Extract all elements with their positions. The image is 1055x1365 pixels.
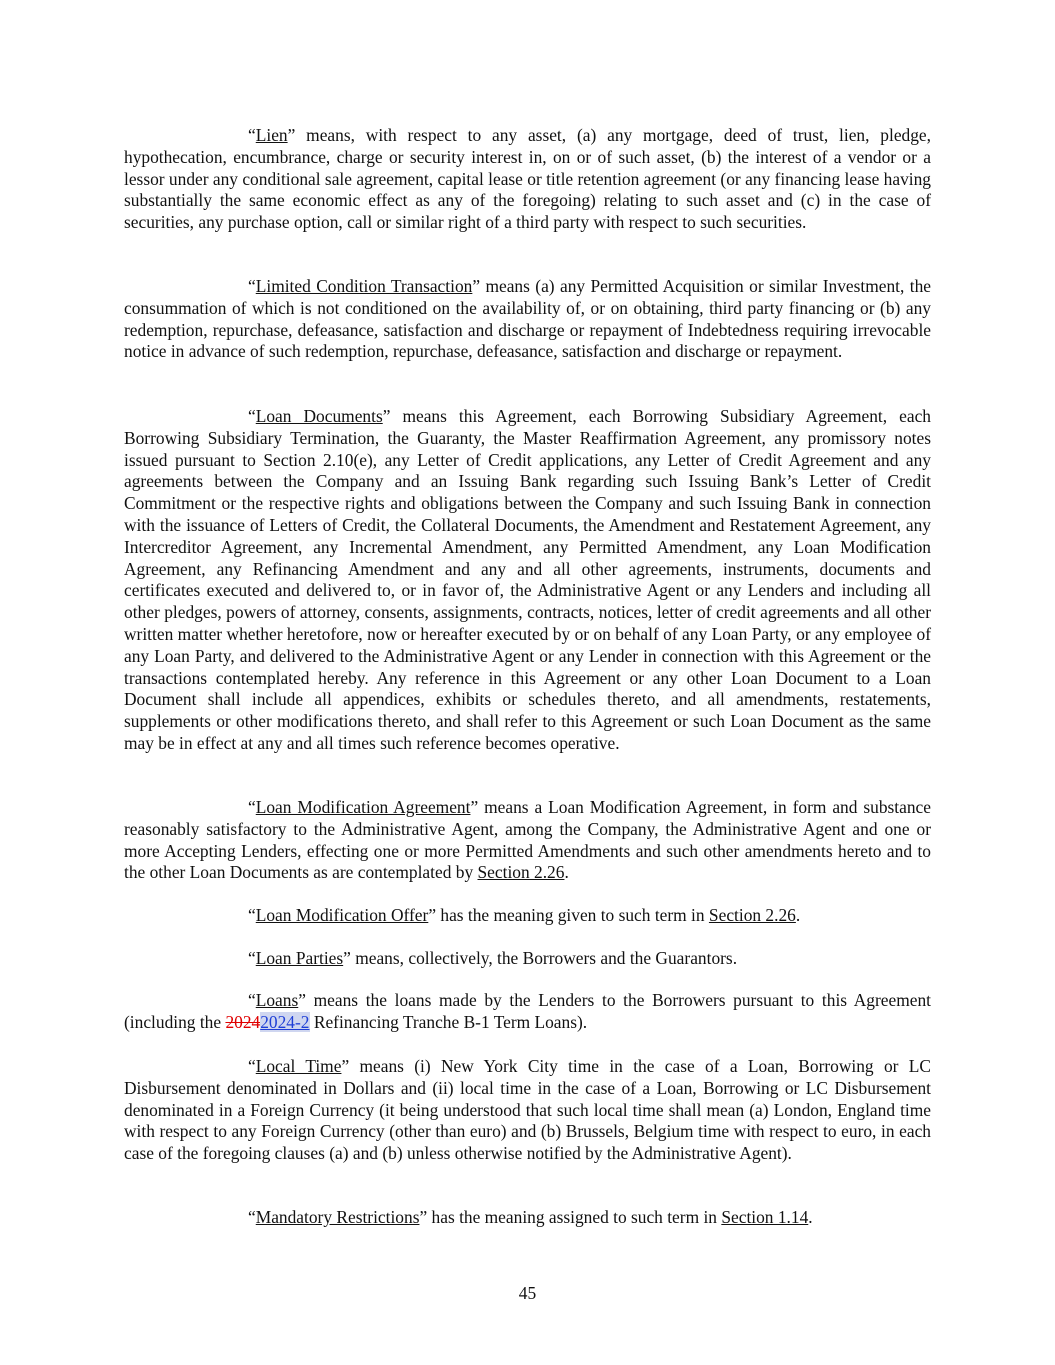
defined-term: Lien [255, 125, 288, 145]
definition-loan-documents: “Loan Documents” means this Agreement, each Borrowing Subsidiary Agreement, each Borrowing Subsidiary Termination, the Guaranty, the Master Reaffirmation Agreement, any promissory notes issued pursuant to Section 2.10(e), any Letter of Credit applications, any Letter of Credit Agreement and any agreements between the Company and an Issuing Bank regarding such Issuing Bank’s Letter of Credit Commitment or the respective rights and obligations between the Company and such Issuing Bank in connection with the issuance of Letters of Credit, the Collateral Documents, the Amendment and Restatement Agreement, any Intercreditor Agreement, any Incremental Amendment, any Permitted Amendment, any Loan Modification Agreement, any Refinancing Amendment and any and all other agreements, instruments, documents and certificates executed and delivered to, or in favor of, the Administrative Agent or any Lenders and including all other pledges, powers of attorney, consents, assignments, contracts, notices, letter of credit agreements and all other written matter whether heretofore, now or hereafter executed by or on behalf of any Loan Party, or any employee of any Loan Party, and delivered to the Administrative Agent or any Lender in connection with this Agreement or the transactions contemplated hereby. Any reference in this Agreement or any other Loan Document to a Loan Document shall include all appendices, exhibits or schedules thereto, and all amendments, restatements, supplements or other modifications thereto, and shall refer to this Agreement or such Loan Document as the same may be in effect at any and all times such reference becomes operative. [124, 406, 931, 753]
definition-limited-condition-transaction: “Limited Condition Transaction” means (a) any Permitted Acquisition or similar Investment, the consummation of which is not conditioned on the availability of, or on obtaining, third party financing or (b) any redemption, repurchase, defeasance, satisfaction and discharge or repayment of Indebtedness requiring irrevocable notice in advance of such redemption, repurchase, defeasance, satisfaction and discharge or repayment. [124, 276, 931, 362]
defined-term: Loan Parties [255, 948, 344, 968]
deleted-text: 2024 [225, 1011, 261, 1032]
page-number: 45 [518, 1283, 537, 1303]
defined-term: Loan Modification Agreement [255, 797, 471, 817]
section-reference: Section 2.26 [477, 862, 565, 883]
section-reference: Section 2.26 [708, 905, 796, 925]
definition-text: ” means (i) New York City time in the case of a Loan, Borrowing or LC Disbursement denominated in Dollars and (ii) local time in the case of a Loan, Borrowing or LC Disbursement denominated in a Foreign Currency (it being understood that such local time shall mean (a) London, England time with respect to any Foreign Currency (other than euro) and (b) Brussels, Belgium time with respect to euro, in each case of the foregoing clauses (a) and (b) unless otherwise notified by the Administrative Agent). [124, 1056, 931, 1164]
defined-term: Local Time [255, 1056, 342, 1076]
definition-text: ” means, with respect to any asset, (a) any mortgage, deed of trust, lien, pledge, hypothecation, encumbrance, charge or security interest in, on or of such asset, (b) the interest of a vendor or a lessor under any conditional sale agreement, capital lease or title retention agreement (or any financing lease having substantially the same economic effect as any of the foregoing) relating to such asset and (c) in the case of securities, any purchase option, call or similar right of a third party with respect to such securities. [124, 125, 931, 233]
section-reference: Section 1.14 [721, 1207, 809, 1227]
definition-local-time: “Local Time” means (i) New York City time in the case of a Loan, Borrowing or LC Disbursement denominated in Dollars and (ii) local time in the case of a Loan, Borrowing or LC Disbursement denominated in a Foreign Currency (it being understood that such local time shall mean (a) London, England time with respect to any Foreign Currency (other than euro) and (b) Brussels, Belgium time with respect to euro, in each case of the foregoing clauses (a) and (b) unless otherwise notified by the Administrative Agent). [124, 1056, 931, 1164]
defined-term: Limited Condition Transaction [255, 276, 473, 296]
definition-text: ” means a Loan Modification Agreement, in form and substance reasonably satisfactory to the Administrative Agent, among the Company, the Administrative Agent and one or more Accepting Lenders, effecting one or more Permitted Amendments and such other amendments hereto and to the other Loan Documents as are contemplated by [124, 797, 931, 883]
definition-loan-modification-agreement: “Loan Modification Agreement” means a Loan Modification Agreement, in form and substance reasonably satisfactory to the Administrative Agent, among the Company, the Administrative Agent and one or more Accepting Lenders, effecting one or more Permitted Amendments and such other amendments hereto and to the other Loan Documents as are contemplated by Section 2.26. [124, 797, 931, 883]
definition-end: . [795, 905, 801, 925]
definition-loan-modification-offer: “Loan Modification Offer” has the meaning given to such term in Section 2.26. [248, 905, 801, 925]
defined-term: Loan Modification Offer [255, 905, 429, 925]
defined-term: Loans [255, 990, 299, 1010]
definition-end: . [808, 1207, 813, 1227]
definition-text: ” means (a) any Permitted Acquisition or similar Investment, the consummation of which is not conditioned on the availability of, or on obtaining, third party financing or (b) any redemption, repurchase, defeasance, satisfaction and discharge or repayment of Indebtedness requiring irrevocable notice in advance of such redemption, repurchase, defeasance, satisfaction and discharge or repayment. [124, 276, 931, 362]
inserted-text: 2024-2 [260, 1011, 310, 1032]
definition-loans: “Loans” means the loans made by the Lenders to the Borrowers pursuant to this Agreement (including the 20242024-2 Refinancing Tranche B-1 Term Loans). [124, 990, 931, 1032]
definition-text: ” means the loans made by the Lenders to the Borrowers pursuant to this Agreement (including the [124, 990, 931, 1032]
definition-loan-parties: “Loan Parties” means, collectively, the Borrowers and the Guarantors. [248, 948, 738, 968]
definition-mandatory-restrictions: “Mandatory Restrictions” has the meaning assigned to such term in Section 1.14. [248, 1207, 813, 1227]
definition-lien: “Lien” means, with respect to any asset, (a) any mortgage, deed of trust, lien, pledge, hypothecation, encumbrance, charge or security interest in, on or of such asset, (b) the interest of a vendor or a lessor under any conditional sale agreement, capital lease or title retention agreement (or any financing lease having substantially the same economic effect as any of the foregoing) relating to such asset and (c) in the case of securities, any purchase option, call or similar right of a third party with respect to such securities. [124, 125, 931, 233]
definition-end: Refinancing Tranche B-1 Term Loans). [309, 1011, 588, 1032]
defined-term: Mandatory Restrictions [255, 1207, 420, 1227]
definition-text: ” means, collectively, the Borrowers and the Guarantors. [343, 948, 738, 968]
definition-text: ” means this Agreement, each Borrowing Subsidiary Agreement, each Borrowing Subsidiary Termination, the Guaranty, the Master Reaffirmation Agreement, any promissory notes issued pursuant to Section 2.10(e), any Letter of Credit applications, any Letter of Credit Agreement and any agreements between the Company and an Issuing Bank regarding such Issuing Bank’s Letter of Credit Commitment or the respective rights and obligations between the Company and such Issuing Bank in connection with the issuance of Letters of Credit, the Collateral Documents, the Amendment and Restatement Agreement, any Intercreditor Agreement, any Incremental Amendment, any Permitted Amendment, any Loan Modification Agreement, any Refinancing Amendment and any and all other agreements, instruments, documents and certificates executed and delivered to, or in favor of, the Administrative Agent or any Lenders and including all other pledges, powers of attorney, consents, assignments, contracts, notices, letter of credit agreements and all other written matter whether heretofore, now or hereafter executed by or on behalf of any Loan Party, or any employee of any Loan Party, and delivered to the Administrative Agent or any Lender in connection with this Agreement or the transactions contemplated hereby. Any reference in this Agreement or any other Loan Document to a Loan Document shall include all appendices, exhibits or schedules thereto, and all amendments, restatements, supplements or other modifications thereto, and shall refer to this Agreement or such Loan Document as the same may be in effect at any and all times such reference becomes operative. [124, 406, 931, 753]
definition-end: . [564, 862, 569, 883]
definition-text: ” has the meaning assigned to such term in [419, 1207, 722, 1227]
definition-text: ” has the meaning given to such term in [428, 905, 709, 925]
defined-term: Loan Documents [255, 406, 383, 426]
